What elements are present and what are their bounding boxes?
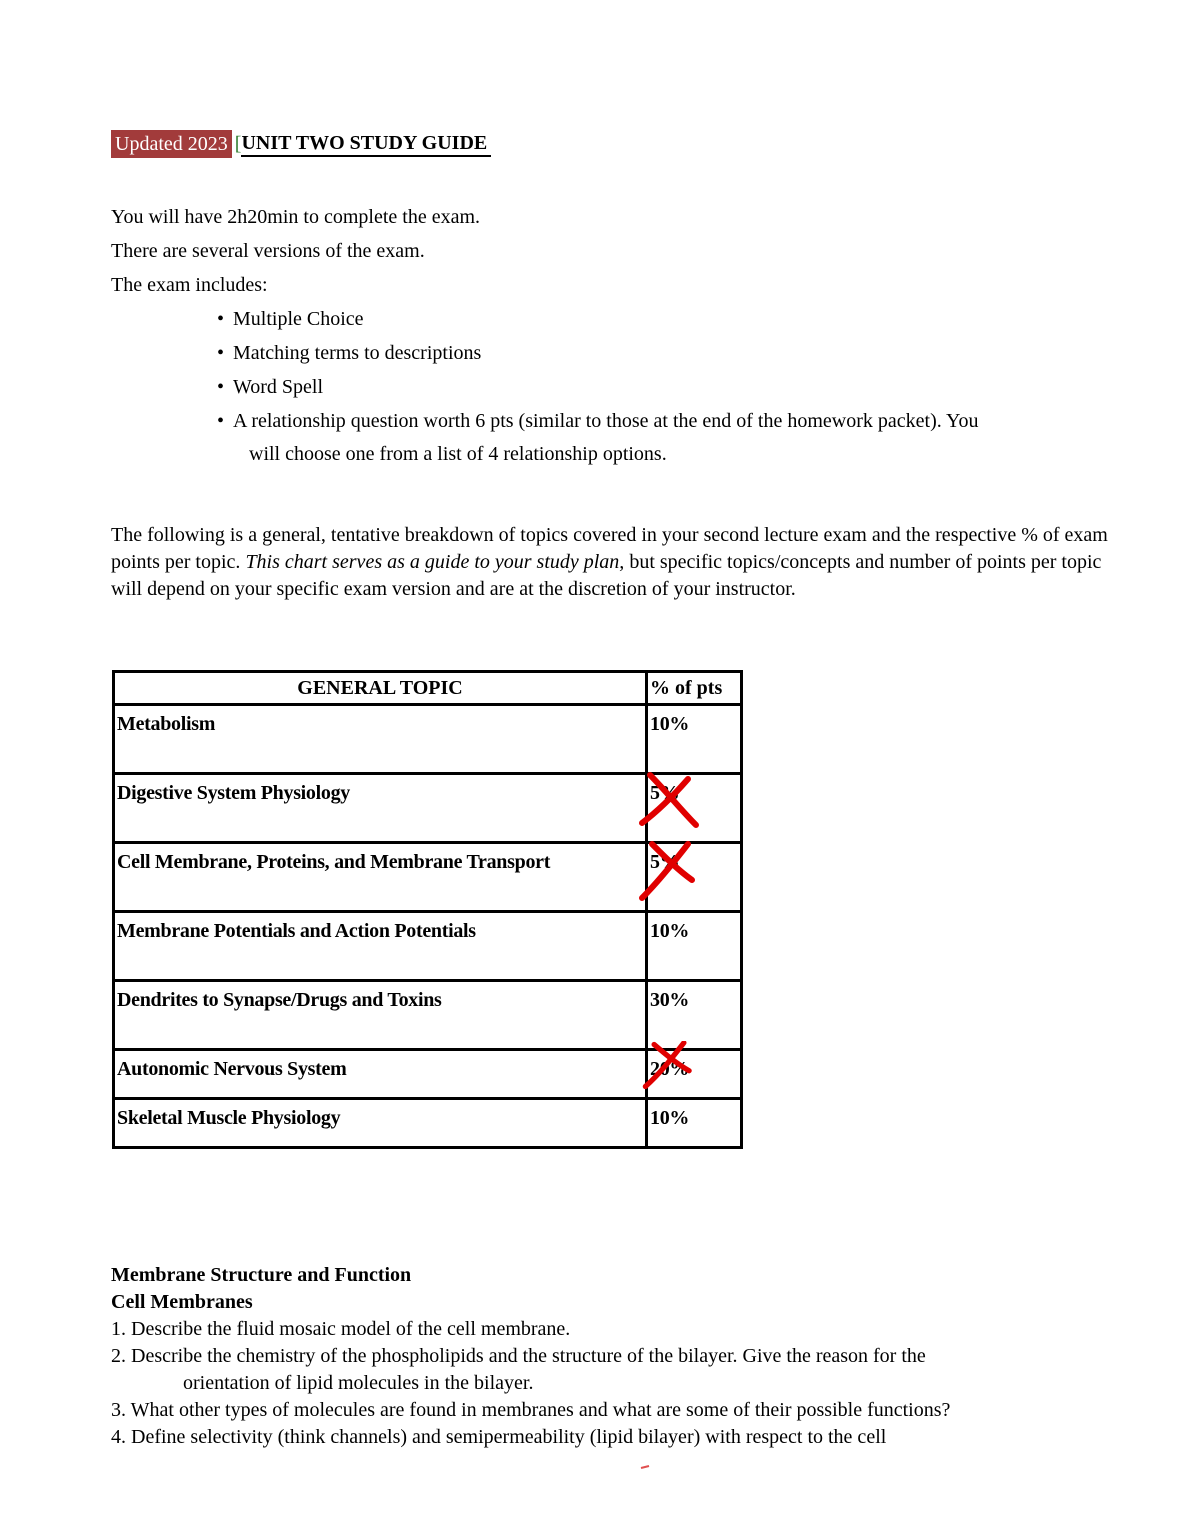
list-item: • Multiple Choice: [215, 302, 1131, 336]
list-item: • Word Spell: [215, 370, 1131, 404]
column-header-topic: GENERAL TOPIC: [114, 672, 647, 705]
intro-line-3: The exam includes:: [111, 274, 268, 296]
intro-line-2: There are several versions of the exam.: [111, 240, 425, 262]
pct-cell: 20%: [647, 1050, 742, 1099]
section-heading: Membrane Structure and Function: [111, 1264, 412, 1286]
pct-cell: 5%: [647, 774, 742, 843]
list-item: 3. What other types of molecules are found in membranes and what are some of their possible functions?: [111, 1399, 951, 1421]
question-list: [111, 1316, 1131, 1451]
topics-table: [112, 670, 743, 1149]
topic-cell: Digestive System Physiology: [114, 774, 647, 843]
exam-format-list: [215, 302, 1131, 470]
table-row: [114, 1099, 742, 1148]
table-row: [114, 705, 742, 774]
breakdown-paragraph: The following is a general, tentative breakdown of topics covered in your second lecture exam and the respective % of exam points per topic. This chart serves as a guide to your study plan, but specific topics/concepts and number of points per topic will depend on your specific exam version and are at the discretion of your instructor.: [111, 524, 1108, 600]
pct-cell: 30%: [647, 981, 742, 1050]
topic-cell: Membrane Potentials and Action Potentials: [114, 912, 647, 981]
list-item-continuation: will choose one from a list of 4 relationship options.: [249, 443, 667, 465]
column-header-pct: % of pts: [647, 672, 742, 705]
emphasis-text: This chart serves as a guide to your study plan,: [245, 551, 625, 573]
list-item: 2. Describe the chemistry of the phospholipids and the structure of the bilayer. Give the reason for the orientation of lipid molecules in the bilayer.: [111, 1343, 1131, 1397]
table-header-row: [114, 672, 742, 705]
membrane-section: [111, 1262, 1131, 1451]
table-row: [114, 1050, 742, 1099]
pct-cell: 5%: [647, 843, 742, 912]
topic-cell: Dendrites to Synapse/Drugs and Toxins: [114, 981, 647, 1050]
pct-cell: 10%: [647, 912, 742, 981]
topic-cell: Metabolism: [114, 705, 647, 774]
table-row: [114, 912, 742, 981]
list-item: 4. Define selectivity (think channels) and semipermeability (lipid bilayer) with respect to the cell: [111, 1426, 887, 1448]
intro-line-1: You will have 2h20min to complete the exam.: [111, 206, 481, 228]
topic-cell: Cell Membrane, Proteins, and Membrane Transport: [114, 843, 647, 912]
pct-cell: 10%: [647, 705, 742, 774]
list-item: • Matching terms to descriptions: [215, 336, 1131, 370]
exam-intro: [111, 200, 1131, 470]
table-row: [114, 981, 742, 1050]
page-title: UNIT TWO STUDY GUIDE: [241, 131, 491, 157]
table-row: [114, 843, 742, 912]
ink-dot-icon: [640, 1464, 650, 1470]
topic-cell: Skeletal Muscle Physiology: [114, 1099, 647, 1148]
subsection-heading: Cell Membranes: [111, 1291, 253, 1313]
topic-cell: Autonomic Nervous System: [114, 1050, 647, 1099]
list-item: 1. Describe the fluid mosaic model of the cell membrane.: [111, 1318, 571, 1340]
updated-tag: Updated 2023: [111, 130, 232, 158]
pct-cell: 10%: [647, 1099, 742, 1148]
list-item: • A relationship question worth 6 pts (similar to those at the end of the homework packet). You will choose one from a list of 4 relationship options.: [215, 404, 1131, 470]
table-row: [114, 774, 742, 843]
bracket-mark: [: [234, 133, 242, 155]
title-line: [111, 130, 491, 158]
list-item-continuation: orientation of lipid molecules in the bilayer.: [183, 1372, 534, 1394]
